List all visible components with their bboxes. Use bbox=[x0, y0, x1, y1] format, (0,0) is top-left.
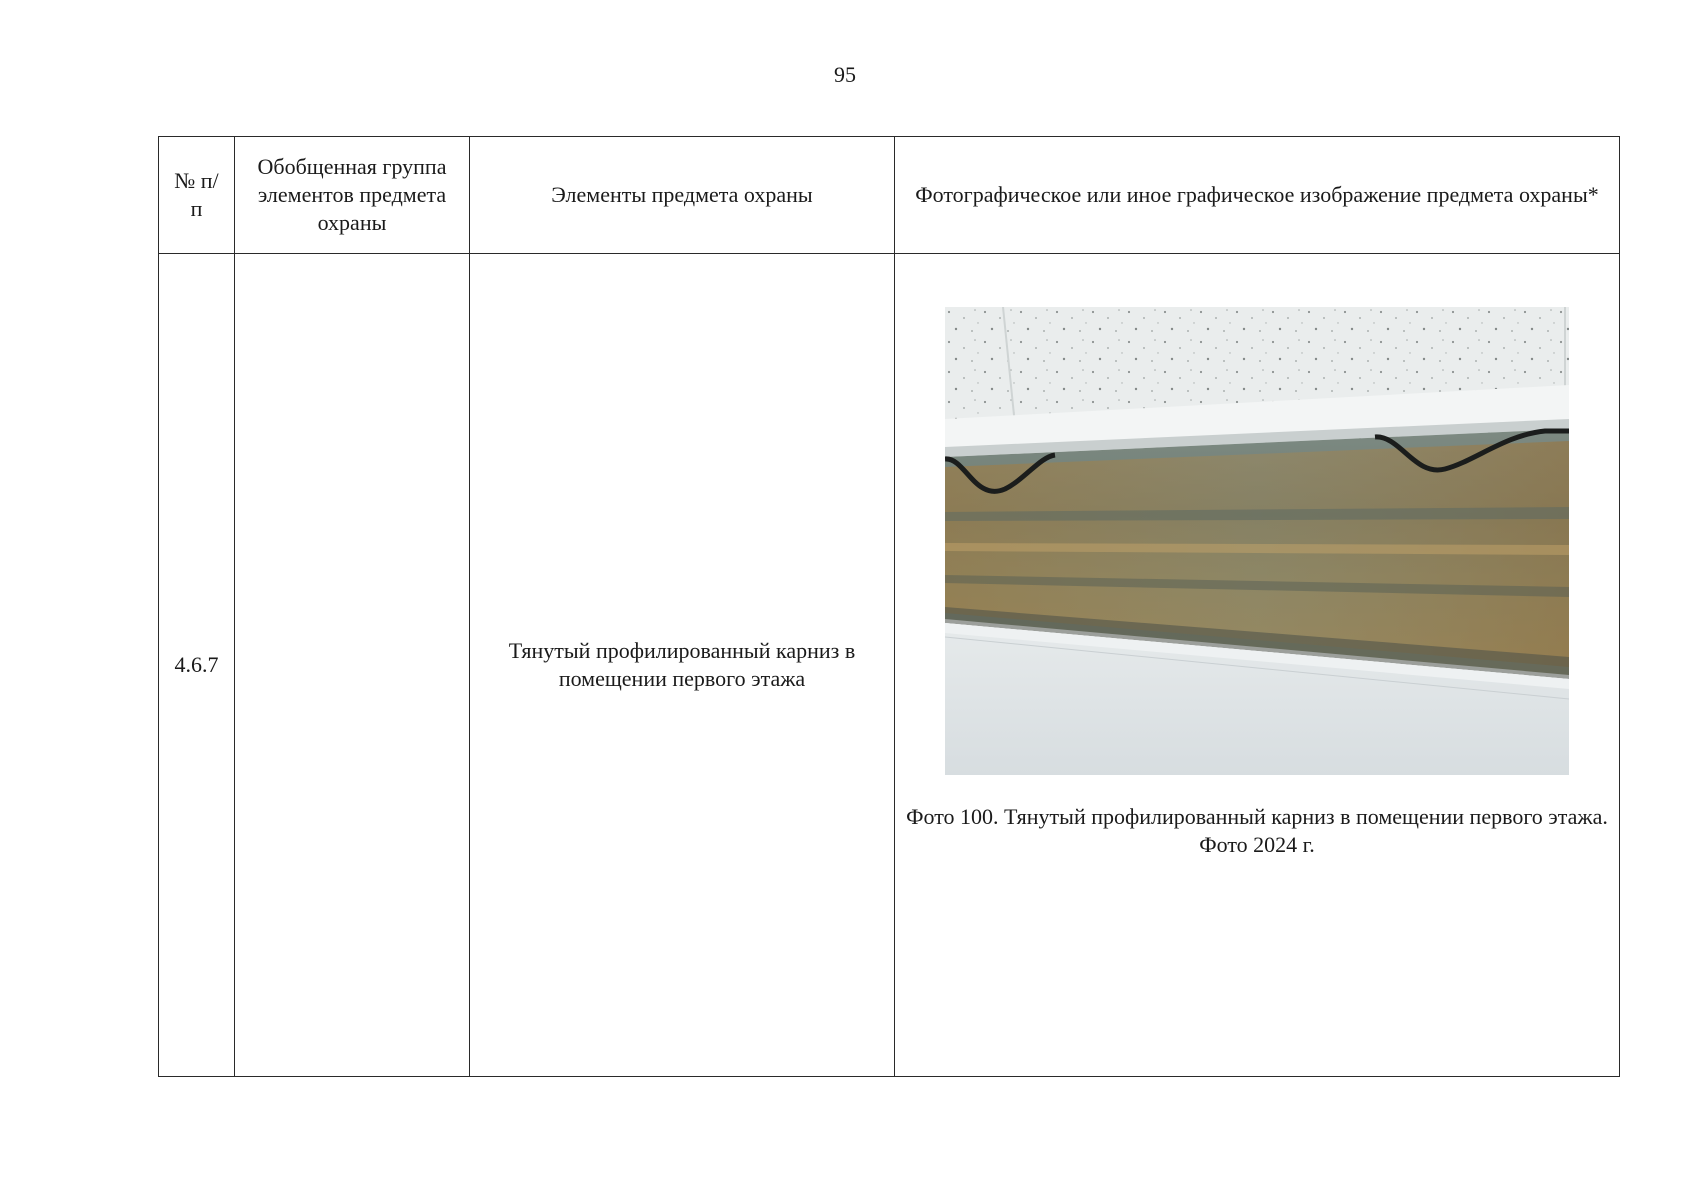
cell-photo bbox=[895, 254, 1620, 1077]
header-group: Обобщенная группа элементов предмета охраны bbox=[235, 137, 470, 254]
heritage-elements-table bbox=[158, 136, 1620, 1077]
photo-caption: Фото 100. Тянутый профилированный карниз в помещении первого этажа. Фото 2024 г. bbox=[906, 804, 1608, 857]
header-elements: Элементы предмета охраны bbox=[470, 137, 895, 254]
cell-element: Тянутый профилированный карниз в помещении первого этажа bbox=[470, 254, 895, 1077]
cell-num: 4.6.7 bbox=[159, 254, 235, 1077]
header-photo: Фотографическое или иное графическое изображение предмета охраны* bbox=[895, 137, 1620, 254]
table-row bbox=[159, 254, 1620, 1077]
cornice-photo bbox=[945, 307, 1569, 775]
header-num: № п/п bbox=[159, 137, 235, 254]
page-number: 95 bbox=[834, 62, 856, 87]
table-header-row bbox=[159, 137, 1620, 254]
cell-group bbox=[235, 254, 470, 1077]
